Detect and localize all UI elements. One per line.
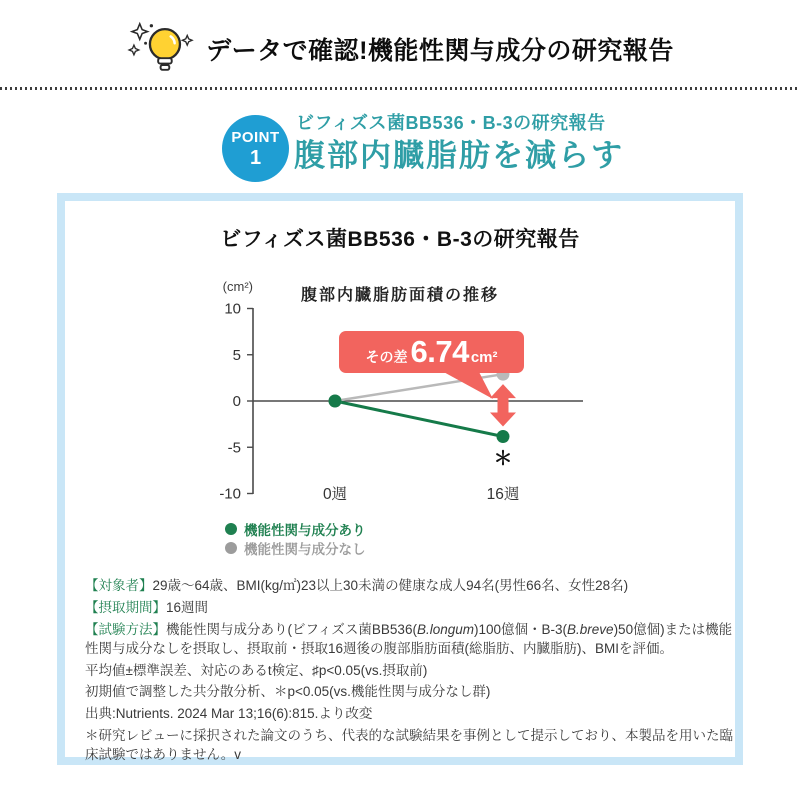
difference-callout <box>339 331 524 373</box>
page-header <box>0 18 800 80</box>
svg-text:10: 10 <box>224 300 241 318</box>
note-source: 出典:Nutrients. 2024 Mar 13;16(6):815.より改変 <box>85 706 373 722</box>
callout-prefix: その差 <box>365 349 408 365</box>
page-title: データで確認!機能性関与成分の研究報告 <box>206 37 674 65</box>
callout-unit: cm² <box>470 349 498 366</box>
svg-text:-10: -10 <box>219 485 241 503</box>
note-disclaimer: ＊研究レビューに採択された論文のうち、代表的な試験結果を事例として提示しており、本製品を用いた臨床試験ではありません。v <box>85 728 733 763</box>
note-subjects: 【対象者】29歳〜64歳、BMI(kg/㎡)23以上30未満の健康な成人94名(男性66名、女性28名) <box>85 578 629 593</box>
note-method: 【試験方法】機能性関与成分あり(ビフィズス菌BB536(B.longum)100億個・B-3(B.breve)50億個)または機能性関与成分なしを摂取し、摂取前・摂取16週後の腹部脂肪面積(総脂肪、内臓脂肪)、BMIを評価。 <box>85 621 733 656</box>
callout-value: 6.74 <box>410 334 469 369</box>
svg-text:0週: 0週 <box>322 486 348 503</box>
legend-dot-gray-icon <box>225 542 237 554</box>
legend-item-without <box>225 538 366 557</box>
lightbulb-icon <box>126 18 200 80</box>
chart-legend <box>225 519 366 557</box>
svg-text:16週: 16週 <box>486 486 520 503</box>
card-title: ビフィズス菌BB536・B-3の研究報告 <box>220 228 580 251</box>
study-notes <box>85 577 737 768</box>
note-stats-ttest: 平均値±標準誤差、対応のあるt検定、♯p<0.05(vs.摂取前) <box>85 662 428 678</box>
point-subtitle: ビフィズス菌BB536・B-3の研究報告 <box>296 113 606 133</box>
legend-label: 機能性関与成分あり <box>244 522 366 538</box>
svg-text:-5: -5 <box>227 439 241 457</box>
note-stats-ancova: 初期値で調整した共分散分析、＊p<0.05(vs.機能性関与成分なし群) <box>85 684 491 700</box>
svg-text:5: 5 <box>232 346 241 364</box>
svg-text:＊: ＊ <box>493 448 513 470</box>
point-badge-number: 1 <box>249 146 262 169</box>
svg-text:0: 0 <box>232 393 241 410</box>
point-badge-label: POINT <box>231 128 280 146</box>
legend-label: 機能性関与成分なし <box>244 541 366 557</box>
note-intake-period: 【摂取期間】16週間 <box>85 599 209 615</box>
dotted-divider <box>0 87 800 90</box>
point-title: 腹部内臓脂肪を減らす <box>294 138 624 173</box>
point-badge <box>222 115 289 182</box>
legend-dot-green-icon <box>225 523 237 535</box>
chart-title: 腹部内臓脂肪面積の推移 <box>300 287 499 304</box>
legend-item-with <box>225 519 366 538</box>
study-card <box>57 193 743 765</box>
y-axis-unit: (cm²) <box>222 279 253 294</box>
